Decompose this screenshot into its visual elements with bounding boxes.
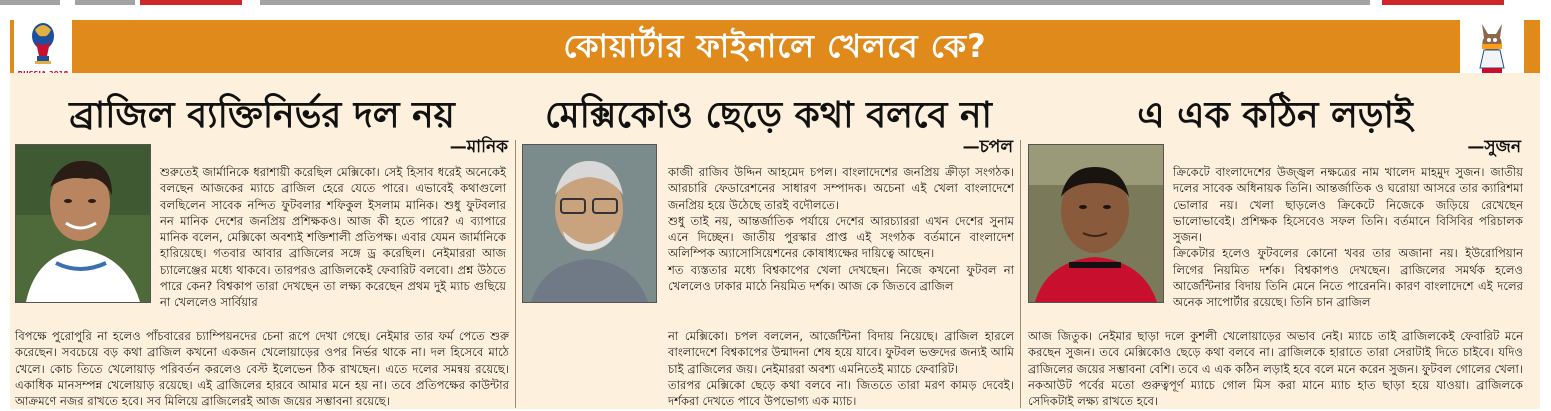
top-color-strip: [0, 0, 1551, 6]
world-cup-trophy-icon: [14, 18, 72, 68]
article-bottom-text: [668, 328, 1014, 409]
paragraph: আজ জিতুক। নেইমার ছাড়া দলে কুশলী খেলোয়াড়ের অভাব নেই। ম্যাচে তাই ব্রাজিলকেই ফেবারিট মনে করছেন সুজন। তবে মেক্সিকোও ছেড়ে কথা বলবে না। ব্রাজিলকে হারাতে তারা সেরাটাই দিতে চাইবে। যদিও ব্রাজিলের জয়ের সম্ভাবনা বেশি। তবে এ এক কঠিন লড়াই হবে বলে মনে করেন সুজন। ফুটবল গোলের খেলা। নকআউট পর্বের মতো গুরুত্বপূর্ণ ম্যাচে গোল মিস করা মানে ম্যাচ হাত ছাড়া হয়ে যাওয়া। ব্রাজিলকে সেদিকটাই লক্ষ্য রাখতে হবে।: [1028, 329, 1523, 409]
paragraph: শুরুতেই জার্মানিকে ধরাশায়ী করেছিল মেক্সিকো। সেই হিসাব ধরেই অনেকেই বলছেন আজকের ম্যাচে ব্রাজিল হেরে যেতে পারে। এভাবেই কথাগুলো বলছিলেন সাবেক নন্দিত ফুটবলার শফিকুল ইসলাম মানিক। শুধু ফুটবলার নন মানিক দেশের জনপ্রিয় প্রশিক্ষকও। আজ কী হতে পারে? এ ব্যাপারে মানিক বলেন, মেক্সিকো অবশ্যই শক্তিশালী প্রতিপক্ষ। এবার যেমন জার্মানিকে হারিয়েছে। গতবার আবার ব্রাজিলের সঙ্গে ড্র করেছিল। নেইমাররা আজ চ্যালেঞ্জের মধ্যে থাকবে। তারপরও ব্রাজিলকেই ফেবারিট বলবো। প্রশ্ন উঠতে পারে কেন? বিশ্বকাপ তারা দেখছেন তা লক্ষ্য করেছেন প্রথম দুই ম্যাচ গুছিয়ে না খেললেও সার্বিয়ার: [160, 165, 506, 310]
paragraph: ক্রিকেটার হলেও ফুটবলের কোনো খবর তার অজানা নয়। ইউরোপিয়ান লিগের নিয়মিত দর্শক। বিশ্বকাপও দেখছেন। ব্রাজিলের সমর্থক হলেও আর্জেন্টিনার বিদায় তিনি মেনে নিতে পারেননি। কারণ বাংলাদেশে এই দলের অনেক সাপোর্টার রয়েছে। তিনি চান ব্রাজিল: [1173, 246, 1523, 310]
banner-title: কোয়ার্টার ফাইনালে খেলবে কে?: [563, 27, 987, 65]
article-side-text: [160, 164, 506, 311]
portrait-photo: [522, 144, 657, 303]
article-bottom-text: [1028, 328, 1523, 409]
article-manik: [12, 80, 512, 410]
column-divider: [1020, 140, 1021, 408]
portrait-photo: [15, 144, 151, 303]
paragraph: শত ব্যস্ততার মধ্যে বিশ্বকাপের খেলা দেখছেন। নিজে কখনো ফুটবল না খেললেও ঢাকার মাঠে নিয়মিত দর্শক। আজ কে জিতবে ব্রাজিল: [668, 262, 1014, 294]
portrait-photo: [1028, 144, 1164, 303]
paragraph: বিপক্ষে পুরোপুরি না হলেও পাঁচবারের চ্যাম্পিয়নদের চেনা রূপে দেখা গেছে। নেইমার তার ফর্ম পেতে শুরু করেছেন। সবচেয়ে বড় কথা ব্রাজিল কখনো একজন খেলোয়াড়ের ওপর নির্ভর থাকে না। দল হিসেবে মাঠে খেলে। কোচ তিতে খেলোয়াড় পরিবর্তন করলেও বেস্ট ইলেভেন ঠিক রাখছেন। এতে দলের সমন্বয় রয়েছে। একাধিক মানসম্পন্ন খেলোয়াড় রয়েছে। এই ব্রাজিলের হারবে আমার মনে হয় না। তবে প্রতিপক্ষের কাউন্টার আক্রমণে নজর রাখতে হবে। সব মিলিয়ে ব্রাজিলেরই আজ জয়ের সম্ভাবনা রয়েছে।: [15, 329, 509, 409]
paragraph: ক্রিকেটে বাংলাদেশের উজ্জ্বল নক্ষত্রের নাম খালেদ মাহমুদ সুজন। জাতীয় দলের সাবেক অধিনায়ক তিনি। আন্তর্জাতিক ও ঘরোয়া আসরে তার ক্যারিশমা ভোলার নয়। খেলা ছাড়লেও ক্রিকেটে নিজেকে জড়িয়ে রেখেছেন ভালোভাবেই। প্রশিক্ষক হিসেবেও সফল তিনি। বর্তমানে বিসিবির পরিচালক সুজন।: [1173, 165, 1523, 245]
paragraph: শুধু তাই নয়, আন্তর্জাতিক পর্যায়ে দেশের আরচ্যাররা এখন দেশের সুনাম এনে দিচ্ছেন। জাতীয় পুরস্কার প্রাপ্ত এই সংগঠক বর্তমানে বাংলাদেশ অলিম্পিক অ্যাসোসিয়েশনের কোষাধ্যক্ষের দায়িত্বে আছেন।: [668, 213, 1014, 261]
column-divider: [515, 140, 516, 408]
article-byline: —চপল: [962, 137, 1013, 157]
article-byline: —সুজন: [1467, 137, 1521, 157]
article-chapol: [520, 80, 1017, 410]
article-byline: —মানিক: [449, 137, 508, 157]
banner: [10, 20, 1540, 73]
article-headline: ব্রাজিল ব্যক্তিনির্ভর দল নয়: [69, 95, 455, 136]
article-bottom-text: [15, 328, 509, 409]
paragraph: কাজী রাজিব উদ্দিন আহমেদ চপল। বাংলাদেশের জনপ্রিয় ক্রীড়া সংগঠক। আরচারি ফেডারেশনের সাধারণ সম্পাদক। অচেনা এই খেলা বাংলাদেশে জনপ্রিয় হয়ে উঠেছে তারই বদৌলতে।: [668, 165, 1014, 212]
article-headline: এ এক কঠিন লড়াই: [1137, 95, 1413, 136]
article-sujon: [1025, 80, 1525, 410]
paragraph: তারপর মেক্সিকো ছেড়ে কথা বলবে না। জিততে তারা মরণ কামড় দেবেই। দর্শকরা দেখতে পাবে উপভোগ্য এক ম্যাচ।: [668, 377, 1014, 409]
paragraph: না মেক্সিকো। চপল বললেন, আর্জেন্টিনা বিদায় নিয়েছে। ব্রাজিল হারলে বাংলাদেশে বিশ্বকাপের উন্মাদনা শেষ হয়ে যাবে। ফুটবল ভক্তদের জন্যই আমি চাই ব্রাজিলের জয়। নেইমাররা অবশ্য এমনিতেই ম্যাচে ফেবারিট।: [668, 329, 1014, 376]
article-side-text: [1173, 164, 1523, 311]
world-cup-logo: [14, 18, 72, 78]
article-side-text: [668, 164, 1014, 294]
article-headline: মেক্সিকোও ছেড়ে কথা বলবে না: [545, 95, 992, 136]
